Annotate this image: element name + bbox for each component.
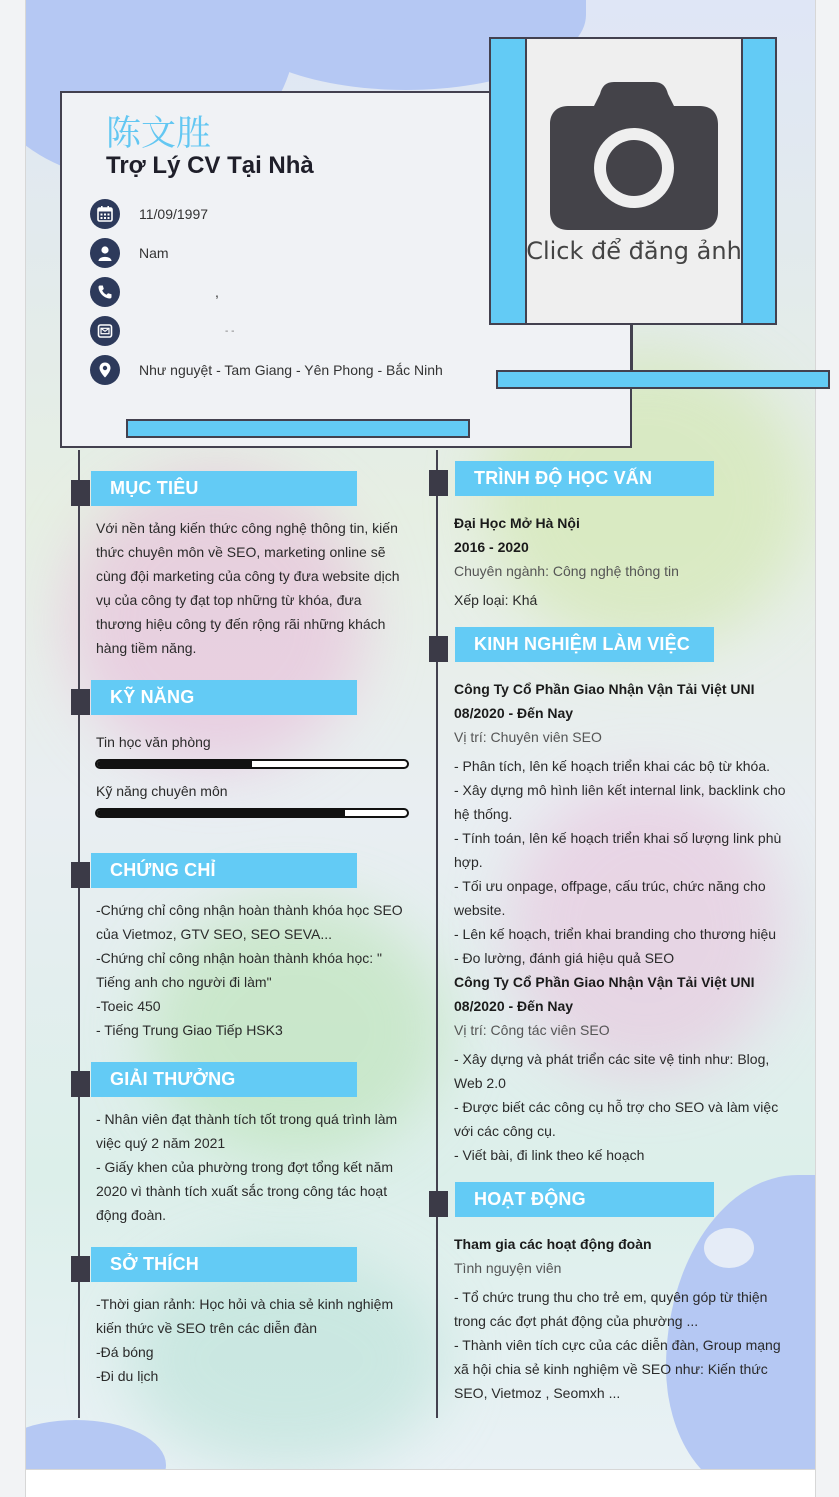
award-line: động đoàn. (96, 1207, 167, 1223)
info-phone (90, 276, 219, 308)
job-duty: - Xây dựng mô hình liên kết internal link, backlink cho (454, 782, 786, 798)
activity-name: Tham gia các hoạt động đoàn (454, 1236, 652, 1252)
skill-bar-2 (95, 808, 409, 818)
page-footer-strip (26, 1470, 815, 1497)
objective-heading: MỤC TIÊU (91, 471, 357, 506)
skill-label-1: Tin học văn phòng (96, 734, 211, 750)
location-icon (90, 355, 120, 385)
certificate-line: -Chứng chỉ công nhận hoàn thành khóa học SEO (96, 902, 403, 918)
job-duty: hợp. (454, 854, 483, 870)
activity-line: SEO, Vietmoz , Seomxh ... (454, 1385, 621, 1401)
objective-line: thức chuyên môn về SEO, marketing online sẽ (96, 544, 386, 560)
section-marker (429, 636, 448, 662)
job-duty: - Lên kế hoạch, triển khai branding cho thương hiệu (454, 926, 777, 942)
experience-job-2 (454, 970, 794, 1167)
section-marker (429, 1191, 448, 1217)
hobby-line: -Đá bóng (96, 1344, 154, 1360)
job-duty: hệ thống. (454, 806, 513, 822)
skill-label-2: Kỹ năng chuyên môn (96, 783, 228, 799)
experience-heading: KINH NGHIỆM LÀM VIỆC (455, 627, 714, 662)
job-duty: - Tính toán, lên kế hoạch triển khai số lượng link phù (454, 830, 782, 846)
certificate-line: của Vietmoz, GTV SEO, SEO SEVA... (96, 926, 333, 942)
awards-heading: GIẢI THƯỞNG (91, 1062, 357, 1097)
objective-line: cùng đội marketing của công ty đưa website dịch (96, 568, 400, 584)
education-school: Đại Học Mở Hà Nội (454, 515, 580, 531)
certificates-body (96, 898, 426, 1042)
job-period: 08/2020 - Đến Nay (454, 998, 574, 1014)
header-right-bar (496, 370, 830, 389)
info-address (90, 354, 443, 386)
candidate-name: 陈文胜 (106, 114, 212, 154)
section-marker (71, 689, 90, 715)
award-line: việc quý 2 năm 2021 (96, 1135, 226, 1151)
award-line: - Nhân viên đạt thành tích tốt trong quá trình làm (96, 1111, 398, 1127)
section-marker (429, 470, 448, 496)
skills-heading: KỸ NĂNG (91, 680, 357, 715)
hobbies-heading: SỞ THÍCH (91, 1247, 357, 1282)
experience-job-1 (454, 677, 794, 970)
job-title: Trợ Lý CV Tại Nhà (106, 152, 314, 179)
job-company: Công Ty Cổ Phần Giao Nhận Vận Tải Việt UNI (454, 974, 755, 990)
job-duty: - Tối ưu onpage, offpage, cấu trúc, chức năng cho (454, 878, 766, 894)
job-period: 08/2020 - Đến Nay (454, 705, 574, 721)
address-text: Như nguyệt - Tam Giang - Yên Phong - Bắc Ninh (139, 362, 443, 378)
skill-bar-fill (97, 810, 345, 816)
education-major: Chuyên ngành: Công nghệ thông tin (454, 563, 679, 579)
certificates-heading: CHỨNG CHỈ (91, 853, 357, 888)
certificate-line: - Tiếng Trung Giao Tiếp HSK3 (96, 1022, 283, 1038)
objective-line: Với nền tảng kiến thức công nghệ thông tin, kiến (96, 520, 398, 536)
hobby-line: -Đi du lịch (96, 1368, 159, 1384)
section-marker (71, 1071, 90, 1097)
hobbies-body (96, 1292, 426, 1388)
section-marker (71, 1256, 90, 1282)
awards-body (96, 1107, 426, 1227)
info-gender (90, 237, 169, 269)
education-body (454, 511, 794, 612)
bg-blob (26, 1420, 166, 1470)
info-email (90, 315, 234, 347)
photo-upload[interactable] (489, 37, 777, 325)
photo-frame (525, 39, 743, 323)
job-position: Vị trí: Công tác viên SEO (454, 1022, 610, 1038)
activity-line: - Thành viên tích cực của các diễn đàn, Group mạng (454, 1337, 781, 1353)
job-duty: - Xây dựng và phát triển các site vệ tinh như: Blog, (454, 1051, 770, 1067)
email-icon (90, 316, 120, 346)
email-text: - - (225, 325, 235, 337)
objective-line: thương hiệu công ty đến rộng rãi những khách (96, 616, 386, 632)
skill-bar-1 (95, 759, 409, 769)
calendar-icon (90, 199, 120, 229)
gender-text: Nam (139, 245, 169, 261)
person-icon (90, 238, 120, 268)
job-duty: - Phân tích, lên kế hoạch triển khai các bộ từ khóa. (454, 758, 770, 774)
job-duty: Web 2.0 (454, 1075, 506, 1091)
objective-body (96, 516, 426, 660)
hobby-line: kiến thức về SEO trên các diễn đàn (96, 1320, 318, 1336)
phone-text: , (215, 284, 219, 300)
activities-heading: HOẠT ĐỘNG (455, 1182, 714, 1217)
phone-icon (90, 277, 120, 307)
job-duty: website. (454, 902, 506, 918)
activities-body (454, 1232, 794, 1405)
award-line: - Giấy khen của phường trong đợt tổng kết năm (96, 1159, 394, 1175)
skill-bar-fill (97, 761, 252, 767)
info-birthday (90, 198, 208, 230)
certificate-line: -Toeic 450 (96, 998, 161, 1014)
timeline-line-right (436, 450, 438, 1418)
activity-role: Tình nguyện viên (454, 1260, 562, 1276)
header-accent-bar (126, 419, 470, 438)
award-line: 2020 vì thành tích xuất sắc trong công tác hoạt (96, 1183, 388, 1199)
objective-line: hàng tiềm năng. (96, 640, 197, 656)
job-company: Công Ty Cổ Phần Giao Nhận Vận Tải Việt UNI (454, 681, 755, 697)
job-duty: - Đo lường, đánh giá hiệu quả SEO (454, 950, 675, 966)
job-position: Vị trí: Chuyên viên SEO (454, 729, 602, 745)
activity-line: xã hội chia sẻ kinh nghiệm về SEO như: Kiến thức (454, 1361, 768, 1377)
camera-icon (548, 82, 720, 232)
section-marker (71, 862, 90, 888)
section-marker (71, 480, 90, 506)
job-duty: - Được biết các công cụ hỗ trợ cho SEO và làm việc (454, 1099, 779, 1115)
job-duty: với các công cụ. (454, 1123, 556, 1139)
education-heading: TRÌNH ĐỘ HỌC VẤN (455, 461, 714, 496)
certificate-line: -Chứng chỉ công nhận hoàn thành khóa học: " (96, 950, 382, 966)
activity-line: trong các đợt phát động của phường ... (454, 1313, 699, 1329)
activity-line: - Tổ chức trung thu cho trẻ em, quyên góp từ thiện (454, 1289, 768, 1305)
objective-line: vụ của công ty đạt top những từ khóa, đưa (96, 592, 362, 608)
photo-upload-label: Click để đăng ảnh (526, 237, 742, 265)
birthday-text: 11/09/1997 (139, 206, 209, 222)
certificate-line: Tiếng anh cho người đi làm" (96, 974, 272, 990)
education-years: 2016 - 2020 (454, 539, 529, 555)
education-grade: Xếp loại: Khá (454, 592, 538, 608)
job-duty: - Viết bài, đi link theo kế hoạch (454, 1147, 645, 1163)
hobby-line: -Thời gian rảnh: Học hỏi và chia sẻ kinh nghiệm (96, 1296, 394, 1312)
